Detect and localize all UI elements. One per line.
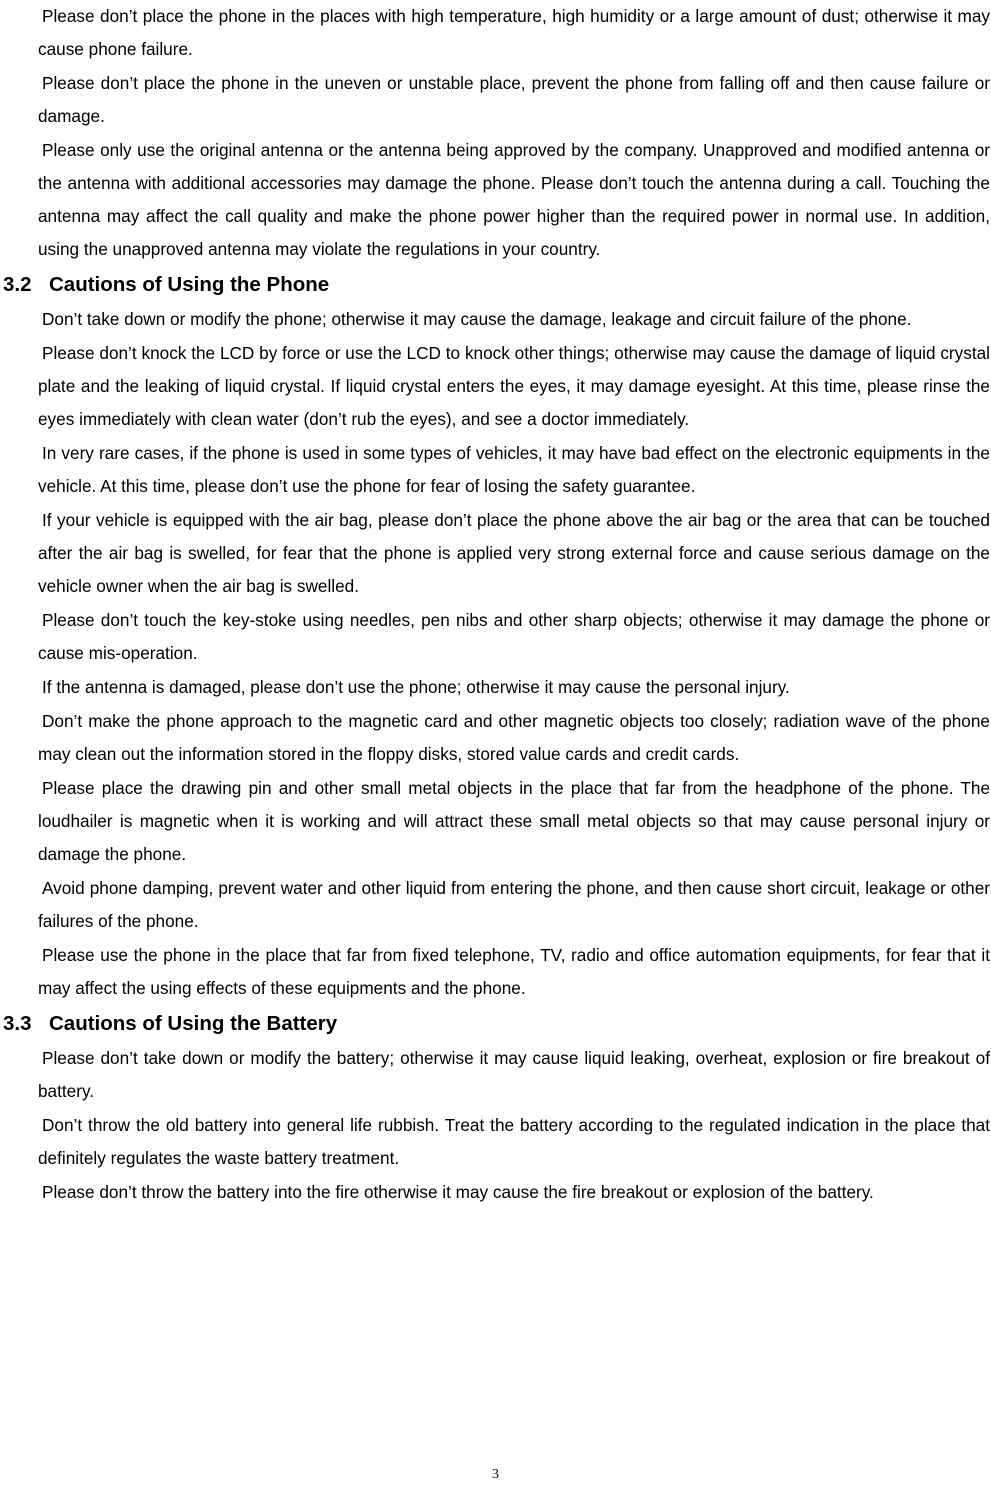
section-title-3-3: Cautions of Using the Battery (49, 1012, 338, 1035)
section-heading-3-2 (0, 267, 991, 303)
phone-caution-paragraph-9: Avoid phone damping, prevent water and other liquid from entering the phone, and then cause short circuit, leakage or other failures of the phone. (38, 878, 990, 931)
section-title-3-2: Cautions of Using the Phone (49, 273, 330, 296)
section-number-3-3: 3.3 (3, 1012, 32, 1035)
phone-caution-paragraph-2: Please don’t knock the LCD by force or use the LCD to knock other things; otherwise may cause the damage of liquid crystal plate and the leaking of liquid crystal. If liquid crystal enters the eyes, it may damage eyesight. At this time, please rinse the eyes immediately with clean water (don’t rub the eyes), and see a doctor immediately. (38, 343, 990, 429)
phone-caution-paragraph-1: Don’t take down or modify the phone; otherwise it may cause the damage, leakage and circuit failure of the phone. (42, 309, 912, 329)
page-number: 3 (492, 1467, 499, 1482)
phone-caution-paragraph-10: Please use the phone in the place that far from fixed telephone, TV, radio and office automation equipments, for fear that it may affect the using effects of these equipments and the phone. (38, 945, 990, 998)
phone-caution-paragraph-6: If the antenna is damaged, please don’t use the phone; otherwise it may cause the personal injury. (42, 677, 790, 697)
phone-caution-paragraph-5: Please don’t touch the key-stoke using needles, pen nibs and other sharp objects; otherwise it may damage the phone or cause mis-operation. (38, 610, 990, 663)
section-heading-3-3 (0, 1006, 991, 1042)
phone-caution-paragraph-7: Don’t make the phone approach to the magnetic card and other magnetic objects too closely; radiation wave of the phone may clean out the information stored in the floppy disks, stored value cards and credit cards. (38, 711, 990, 764)
intro-paragraph-3: Please only use the original antenna or the antenna being approved by the company. Unapproved and modified antenna or the antenna with additional accessories may damage the phone. Please don’t touch the antenna during a call. Touching the antenna may affect the call quality and make the phone power higher than the required power in normal use. In addition, using the unapproved antenna may violate the regulations in your country. (38, 140, 990, 259)
phone-caution-paragraph-4: If your vehicle is equipped with the air bag, please don’t place the phone above the air bag or the area that can be touched after the air bag is swelled, for fear that the phone is applied very strong external force and cause serious damage on the vehicle owner when the air bag is swelled. (38, 510, 990, 596)
battery-caution-paragraph-1: Please don’t take down or modify the battery; otherwise it may cause liquid leaking, overheat, explosion or fire breakout of battery. (38, 1048, 990, 1101)
phone-caution-paragraph-3: In very rare cases, if the phone is used in some types of vehicles, it may have bad effect on the electronic equipments in the vehicle. At this time, please don’t use the phone for fear of losing the safety guarantee. (38, 443, 990, 496)
phone-caution-paragraph-8: Please place the drawing pin and other small metal objects in the place that far from the headphone of the phone. The loudhailer is magnetic when it is working and will attract these small metal objects so that may cause personal injury or damage the phone. (38, 778, 990, 864)
section-number-3-2: 3.2 (3, 273, 32, 296)
intro-paragraph-2: Please don’t place the phone in the uneven or unstable place, prevent the phone from falling off and then cause failure or damage. (38, 73, 990, 126)
battery-caution-paragraph-2: Don’t throw the old battery into general life rubbish. Treat the battery according to the regulated indication in the place that definitely regulates the waste battery treatment. (38, 1115, 990, 1168)
battery-caution-paragraph-3: Please don’t throw the battery into the fire otherwise it may cause the fire breakout or explosion of the battery. (42, 1182, 874, 1202)
intro-paragraph-1: Please don’t place the phone in the places with high temperature, high humidity or a large amount of dust; otherwise it may cause phone failure. (38, 6, 990, 59)
